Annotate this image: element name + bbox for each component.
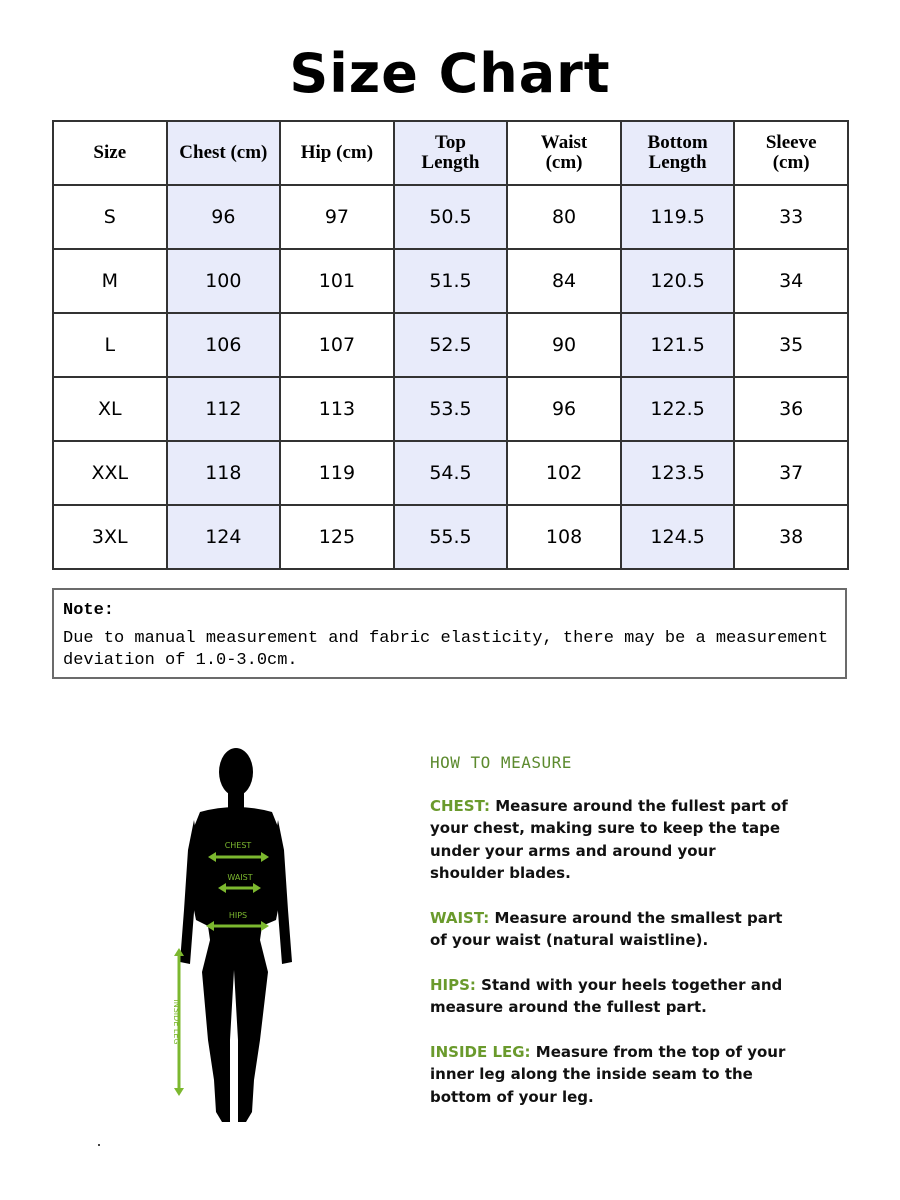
table-cell: 123.5 (621, 441, 735, 505)
table-cell: 119.5 (621, 185, 735, 249)
how-to-measure-heading: HOW TO MEASURE (430, 753, 572, 772)
table-cell: 119 (280, 441, 394, 505)
table-cell: XL (53, 377, 167, 441)
table-cell: 34 (734, 249, 848, 313)
table-cell: 122.5 (621, 377, 735, 441)
table-cell: 33 (734, 185, 848, 249)
table-cell: 50.5 (394, 185, 508, 249)
table-header-row (53, 121, 848, 185)
table-cell: 54.5 (394, 441, 508, 505)
measure-item-waist: WAIST: Measure around the smallest part of your waist (natural waistline). (430, 908, 783, 949)
table-cell: 102 (507, 441, 621, 505)
table-cell: 121.5 (621, 313, 735, 377)
table-row (53, 441, 848, 505)
table-cell: 80 (507, 185, 621, 249)
table-cell: 124.5 (621, 505, 735, 569)
table-cell: 107 (280, 313, 394, 377)
table-cell: 3XL (53, 505, 167, 569)
body-silhouette-figure (150, 740, 330, 1130)
table-row (53, 313, 848, 377)
waist-label: WAIST (227, 873, 253, 882)
how-to-measure-section (430, 752, 790, 1130)
note-box (52, 588, 847, 679)
table-cell: 120.5 (621, 249, 735, 313)
header-waist: Waist (cm) (507, 121, 621, 185)
table-cell: 100 (167, 249, 281, 313)
table-cell: S (53, 185, 167, 249)
table-cell: 124 (167, 505, 281, 569)
table-cell: 53.5 (394, 377, 508, 441)
table-cell: 38 (734, 505, 848, 569)
decorative-dot (98, 1144, 100, 1146)
header-hip: Hip (cm) (280, 121, 394, 185)
table-cell: 96 (507, 377, 621, 441)
header-top-length: Top Length (394, 121, 508, 185)
table-cell: 106 (167, 313, 281, 377)
header-size: Size (53, 121, 167, 185)
table-cell: 90 (507, 313, 621, 377)
table-cell: 125 (280, 505, 394, 569)
measure-item-chest: CHEST: Measure around the fullest part of your chest, making sure to keep the tape under your arms and around your shoulder blades. (430, 796, 788, 882)
table-cell: L (53, 313, 167, 377)
inside-leg-label: INSIDE LEG (172, 999, 181, 1045)
chest-label: CHEST (224, 841, 252, 850)
note-label: Note: (63, 601, 115, 620)
measure-item-inside-leg: INSIDE LEG: Measure from the top of your inner leg along the inside seam to the bottom of your leg. (430, 1042, 786, 1106)
table-cell: 108 (507, 505, 621, 569)
header-bottom-length: Bottom Length (621, 121, 735, 185)
table-cell: 112 (167, 377, 281, 441)
table-cell: 51.5 (394, 249, 508, 313)
table-cell: XXL (53, 441, 167, 505)
hips-label: HIPS (228, 911, 248, 920)
table-cell: 84 (507, 249, 621, 313)
table-cell: 101 (280, 249, 394, 313)
header-sleeve: Sleeve (cm) (734, 121, 848, 185)
table-cell: 36 (734, 377, 848, 441)
table-cell: 35 (734, 313, 848, 377)
table-cell: 37 (734, 441, 848, 505)
page-title: Size Chart (289, 42, 611, 105)
table-row (53, 185, 848, 249)
measure-item-hips: HIPS: Stand with your heels together and measure around the fullest part. (430, 975, 783, 1016)
table-cell: 96 (167, 185, 281, 249)
note-text: Due to manual measurement and fabric elasticity, there may be a measurement deviation of 1.0-3.0cm. (63, 629, 829, 670)
table-row (53, 505, 848, 569)
table-cell: 52.5 (394, 313, 508, 377)
table-cell: 113 (280, 377, 394, 441)
header-chest: Chest (cm) (167, 121, 281, 185)
table-cell: M (53, 249, 167, 313)
table-cell: 55.5 (394, 505, 508, 569)
table-row (53, 377, 848, 441)
size-table (52, 120, 849, 570)
table-cell: 118 (167, 441, 281, 505)
table-cell: 97 (280, 185, 394, 249)
table-row (53, 249, 848, 313)
